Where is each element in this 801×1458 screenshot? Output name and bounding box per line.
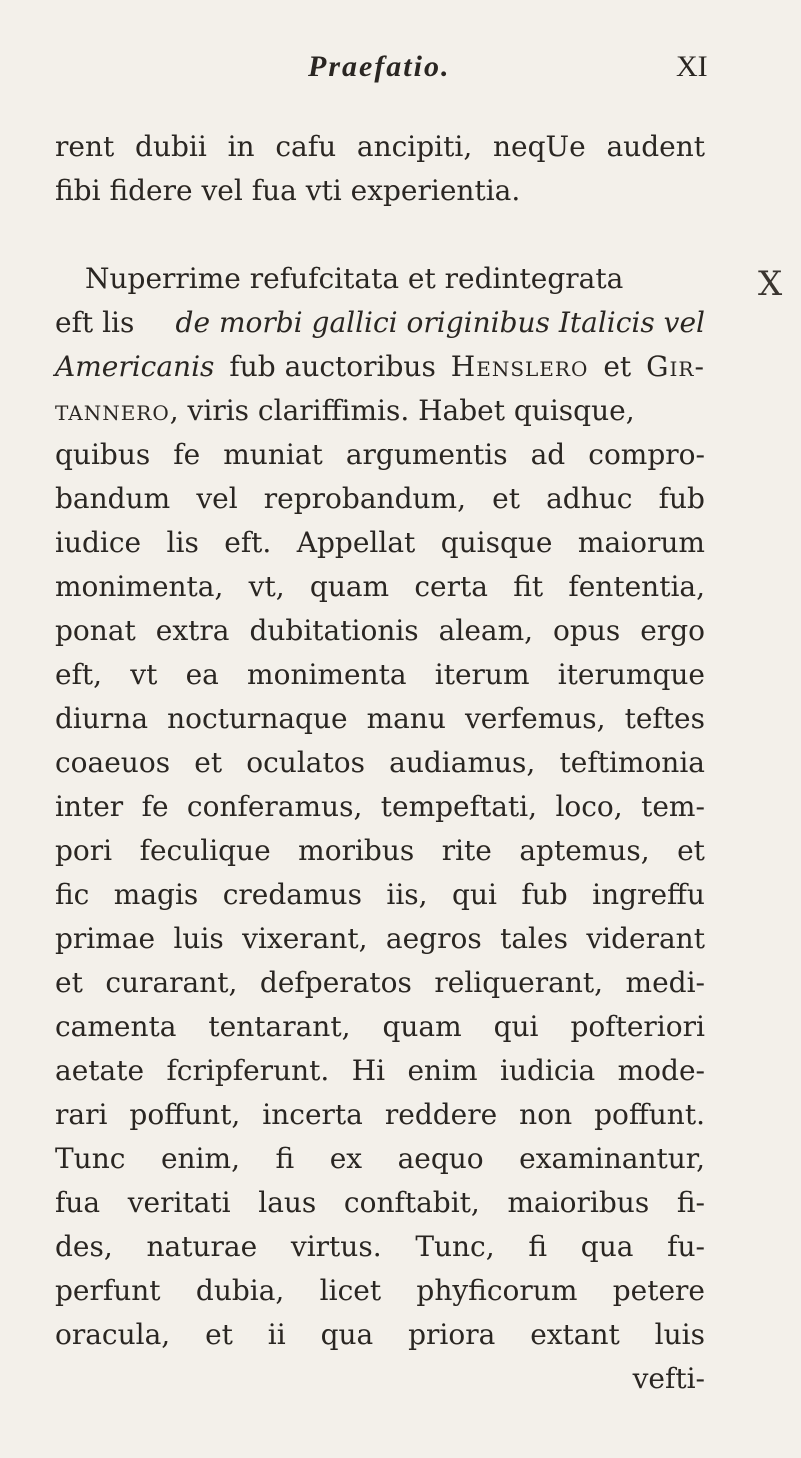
word: luis — [173, 922, 224, 955]
word: teftes — [624, 702, 705, 735]
word: in — [227, 130, 255, 163]
word: aequo — [397, 1142, 484, 1175]
word: enim, — [160, 1142, 240, 1175]
word: licet — [319, 1274, 382, 1307]
line-text — [55, 565, 705, 609]
word: certa — [414, 570, 488, 603]
word: Hi — [351, 1054, 386, 1087]
word: ergo — [640, 614, 705, 647]
word: ea — [185, 658, 219, 691]
word: ponat — [55, 614, 136, 647]
author-name: Gir- — [646, 350, 705, 383]
word: dubii — [135, 130, 207, 163]
word: fub — [521, 878, 568, 911]
word: et — [55, 966, 83, 999]
word: tem- — [641, 790, 705, 823]
word: ii — [267, 1318, 286, 1351]
word: conferamus, — [186, 790, 363, 823]
page-number: XI — [676, 50, 708, 83]
word: viderant — [586, 922, 705, 955]
word: magis — [113, 878, 199, 911]
word: monimenta — [247, 658, 407, 691]
text-line — [55, 1313, 705, 1357]
word: vixerant, — [242, 922, 368, 955]
word: eft. — [224, 526, 272, 559]
text-line — [55, 301, 705, 345]
word: primae — [55, 922, 156, 955]
line-text — [55, 741, 705, 785]
word: quibus — [55, 438, 151, 471]
word: non — [519, 1098, 573, 1131]
text-line — [55, 697, 705, 741]
word: quisque — [440, 526, 553, 559]
word: dubia, — [195, 1274, 285, 1307]
word: fit — [513, 570, 544, 603]
word: virtus. — [290, 1230, 382, 1263]
word: petere — [612, 1274, 705, 1307]
text-line — [55, 125, 705, 169]
line-text — [55, 433, 705, 477]
line-text — [55, 125, 705, 169]
word: ad — [530, 438, 566, 471]
text-line — [55, 1049, 705, 1093]
text-line — [55, 1225, 705, 1269]
word: feculique — [139, 834, 271, 867]
word: iterum — [434, 658, 530, 691]
word: fcripferunt. — [166, 1054, 330, 1087]
line-text — [55, 873, 705, 917]
catchword: vefti- — [632, 1362, 705, 1395]
word: fi — [528, 1230, 548, 1263]
line-text — [55, 1137, 705, 1181]
line-text — [55, 1049, 705, 1093]
word: et — [194, 746, 223, 779]
word: fic — [55, 878, 90, 911]
text-line — [55, 785, 705, 829]
word: maiorum — [577, 526, 705, 559]
word: Tunc — [55, 1142, 126, 1175]
word: teftimonia — [559, 746, 705, 779]
text-line — [55, 741, 705, 785]
word: veritati — [127, 1186, 231, 1219]
text-line — [55, 961, 705, 1005]
paragraph-gap — [55, 213, 705, 257]
word: iudicia — [500, 1054, 596, 1087]
line-text: et — [603, 350, 632, 383]
word: fi- — [676, 1186, 705, 1219]
text-line — [55, 609, 705, 653]
word: phyficorum — [416, 1274, 578, 1307]
word: tentarant, — [208, 1010, 351, 1043]
text-line — [55, 829, 705, 873]
word: ingreffu — [592, 878, 705, 911]
word: des, — [55, 1230, 113, 1263]
word: oculatos — [246, 746, 365, 779]
line-text — [55, 653, 705, 697]
word: mode- — [617, 1054, 705, 1087]
word: neqUe — [493, 130, 586, 163]
word: audiamus, — [389, 746, 536, 779]
text-line — [55, 1181, 705, 1225]
word: ancipiti, — [356, 130, 473, 163]
text-line — [55, 917, 705, 961]
word: Appellat — [296, 526, 416, 559]
word: fu- — [667, 1230, 705, 1263]
line-text — [55, 1181, 705, 1225]
word: aegros — [385, 922, 482, 955]
word: aetate — [55, 1054, 145, 1087]
word: rite — [441, 834, 492, 867]
word: priora — [408, 1318, 496, 1351]
word: monimenta, — [55, 570, 224, 603]
line-text: eft lis — [55, 306, 135, 339]
word: diurna — [55, 702, 149, 735]
word: pofteriori — [570, 1010, 705, 1043]
text-line — [55, 345, 705, 389]
word: rari — [55, 1098, 108, 1131]
italic-word: Americanis — [55, 350, 215, 383]
text-line — [55, 433, 705, 477]
word: poffunt, — [129, 1098, 241, 1131]
word: credamus — [222, 878, 362, 911]
word: poffunt. — [594, 1098, 705, 1131]
word: manu — [366, 702, 446, 735]
text-line — [55, 1137, 705, 1181]
word: quam — [309, 570, 390, 603]
word: compro- — [588, 438, 705, 471]
word: argumentis — [345, 438, 508, 471]
word: pori — [55, 834, 113, 867]
word: examinantur, — [519, 1142, 705, 1175]
text-line — [55, 653, 705, 697]
word: et — [677, 834, 705, 867]
line-text: Nuperrime refufcitata et redintegrata — [85, 262, 624, 295]
text-line — [55, 389, 705, 433]
page-header — [0, 50, 801, 94]
line-text — [55, 1093, 705, 1137]
word: audent — [606, 130, 705, 163]
word: fi — [275, 1142, 295, 1175]
word: perfunt — [55, 1274, 161, 1307]
word: quam — [382, 1010, 462, 1043]
line-text — [55, 1313, 705, 1357]
word: fententia, — [568, 570, 705, 603]
word: reliquerant, — [434, 966, 604, 999]
word: verfemus, — [464, 702, 606, 735]
word: ex — [329, 1142, 363, 1175]
line-text — [55, 697, 705, 741]
word: aptemus, — [519, 834, 650, 867]
word: laus — [258, 1186, 317, 1219]
word: eft, — [55, 658, 103, 691]
word: fua — [55, 1186, 101, 1219]
text-line — [55, 521, 705, 565]
line-text: , viris clariffimis. Habet quisque, — [169, 394, 635, 427]
word: iudice — [55, 526, 142, 559]
italic-title: de morbi gallici originibus Italicis vel — [175, 306, 705, 339]
word: Tunc, — [415, 1230, 495, 1263]
word: bandum — [55, 482, 171, 515]
catchword-line — [55, 1357, 705, 1401]
line-text — [55, 961, 705, 1005]
word: aleam, — [438, 614, 534, 647]
word: qui — [452, 878, 497, 911]
text-line — [55, 1005, 705, 1049]
word: loco, — [555, 790, 623, 823]
word: coaeuos — [55, 746, 171, 779]
line-text — [55, 829, 705, 873]
word: cafu — [275, 130, 337, 163]
line-text — [55, 609, 705, 653]
word: iis, — [386, 878, 428, 911]
word: vt — [130, 658, 158, 691]
word: opus — [553, 614, 621, 647]
word: fe — [141, 790, 169, 823]
line-text: fub auctoribus — [229, 350, 436, 383]
word: adhuc — [546, 482, 633, 515]
word: inter — [55, 790, 124, 823]
word: maioribus — [507, 1186, 650, 1219]
word: moribus — [298, 834, 415, 867]
word: dubitationis — [249, 614, 419, 647]
line-text — [55, 1005, 705, 1049]
text-line — [55, 1269, 705, 1313]
line-text — [55, 521, 705, 565]
word: rent — [55, 130, 115, 163]
word: vel — [196, 482, 238, 515]
line-text — [55, 1225, 705, 1269]
word: reprobandum, — [263, 482, 466, 515]
paragraph-start-line — [55, 257, 705, 301]
word: luis — [654, 1318, 705, 1351]
word: qui — [493, 1010, 539, 1043]
text-line — [55, 169, 705, 213]
word: tempeftati, — [380, 790, 538, 823]
word: camenta — [55, 1010, 177, 1043]
text-line — [55, 477, 705, 521]
word: et — [205, 1318, 233, 1351]
word: nocturnaque — [167, 702, 348, 735]
word: fe — [173, 438, 201, 471]
word: extant — [530, 1318, 620, 1351]
text-line — [55, 873, 705, 917]
word: lis — [166, 526, 199, 559]
line-text: fibi fidere vel fua vti experientia. — [55, 174, 521, 207]
word: naturae — [146, 1230, 258, 1263]
text-body — [55, 125, 705, 1401]
word: defperatos — [259, 966, 412, 999]
author-name: tannero — [55, 394, 170, 427]
word: incerta — [262, 1098, 363, 1131]
word: enim — [407, 1054, 478, 1087]
word: tales — [500, 922, 568, 955]
word: conftabit, — [343, 1186, 480, 1219]
line-text — [55, 477, 705, 521]
running-title: Praefatio. — [308, 50, 451, 83]
word: curarant, — [105, 966, 238, 999]
word: muniat — [223, 438, 323, 471]
line-text — [55, 1269, 705, 1313]
word: fub — [658, 482, 705, 515]
word: et — [492, 482, 520, 515]
word: iterumque — [557, 658, 705, 691]
line-text — [55, 785, 705, 829]
line-text — [55, 917, 705, 961]
word: extra — [155, 614, 230, 647]
text-line — [55, 1093, 705, 1137]
word: qua — [320, 1318, 374, 1351]
text-line — [55, 565, 705, 609]
author-name: Henslero — [450, 350, 589, 383]
margin-mark: X — [758, 264, 783, 304]
word: reddere — [384, 1098, 498, 1131]
word: oracula, — [55, 1318, 171, 1351]
word: vt, — [248, 570, 285, 603]
word: qua — [580, 1230, 634, 1263]
word: medi- — [625, 966, 705, 999]
